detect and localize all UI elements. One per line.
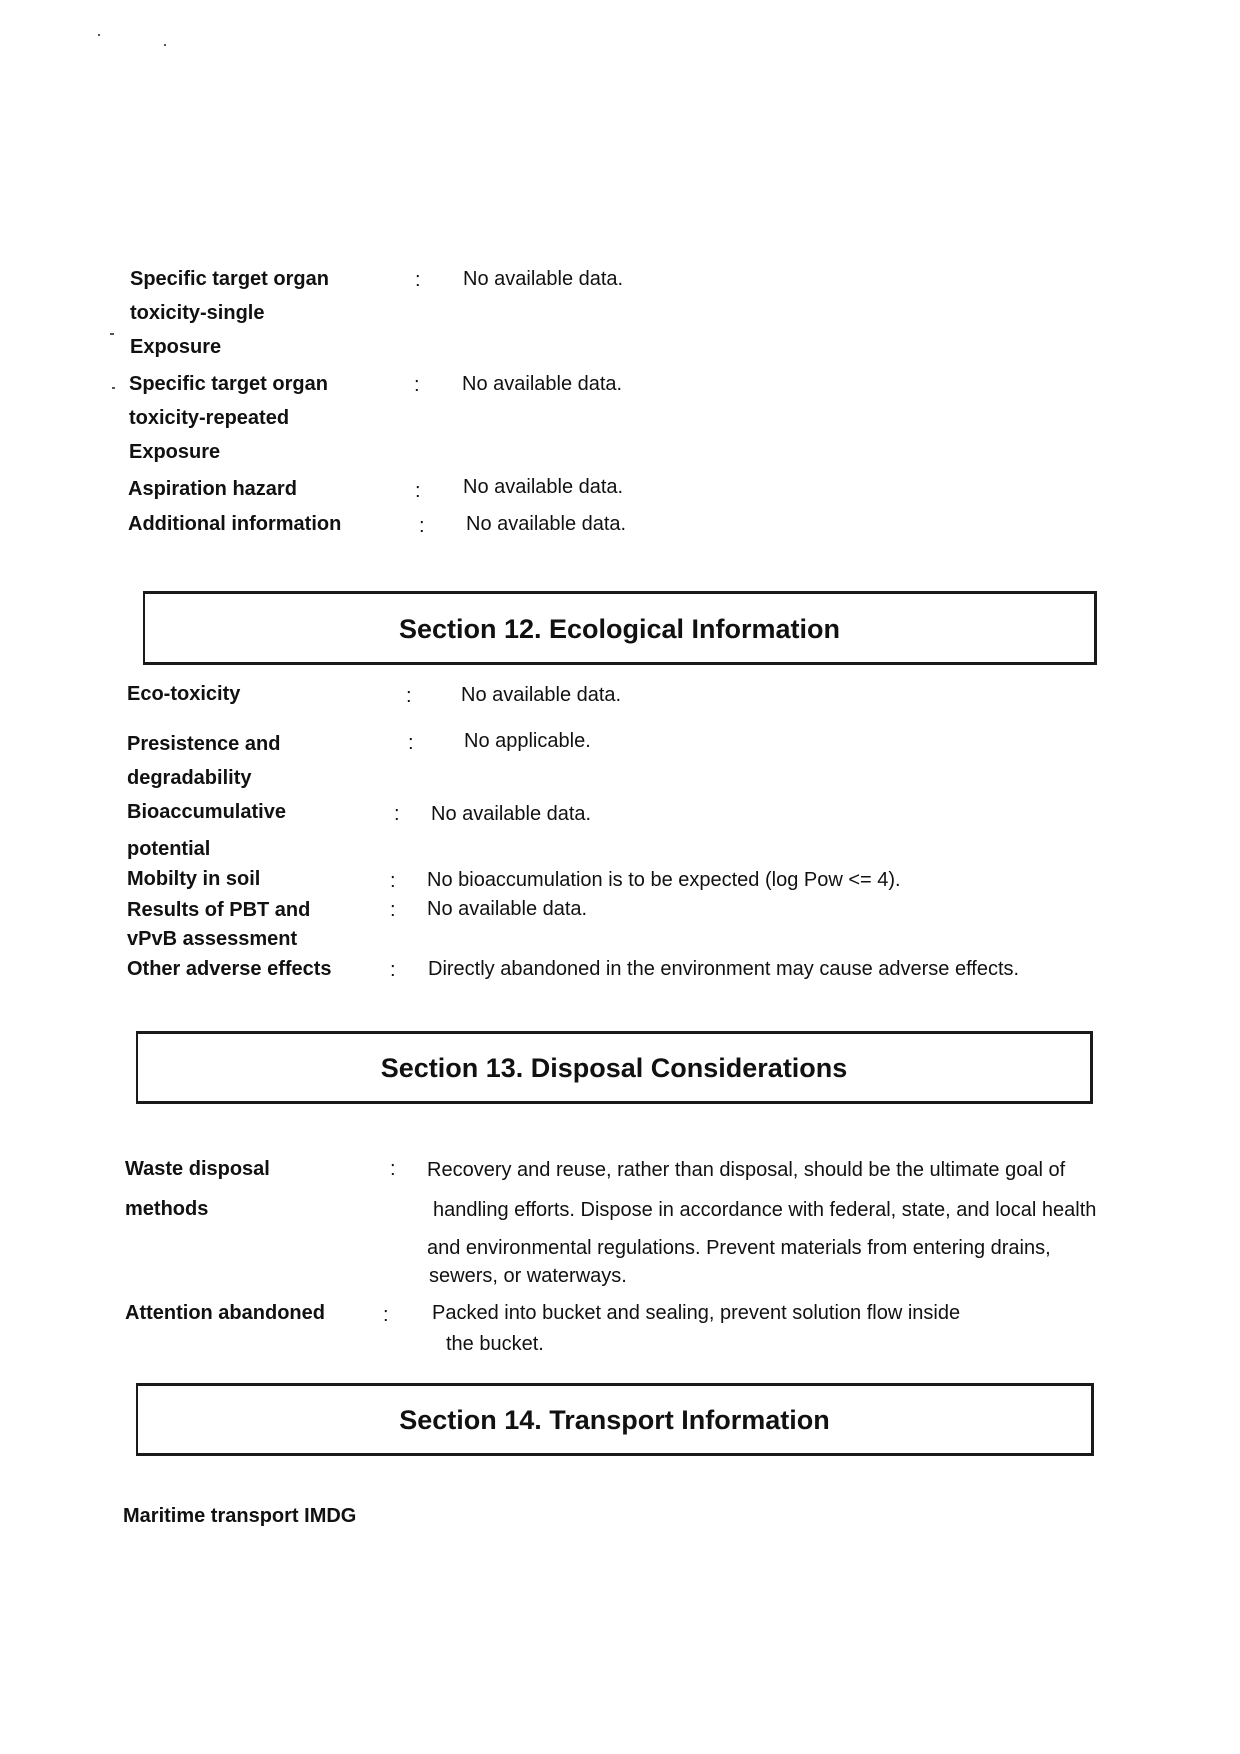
field-label: Results of PBT and xyxy=(127,899,311,921)
field-label: Additional information xyxy=(128,513,342,535)
field-label: Waste disposal xyxy=(125,1158,270,1180)
field-colon: : xyxy=(408,732,414,754)
field-value-line: Recovery and reuse, rather than disposal, should be the ultimate goal of xyxy=(427,1159,1066,1181)
field-value: No available data. xyxy=(466,513,627,535)
field-colon: : xyxy=(419,515,425,537)
field-label: Specific target organ xyxy=(129,373,328,395)
section-title: Section 14. Transport Information xyxy=(399,1405,830,1435)
field-colon: : xyxy=(414,374,420,396)
section-12-header xyxy=(143,591,1097,665)
section-title: Section 13. Disposal Considerations xyxy=(380,1053,848,1083)
section-13-header xyxy=(136,1031,1093,1104)
field-colon: : xyxy=(390,1158,396,1180)
field-label: Specific target organ xyxy=(130,268,329,290)
section-14-header xyxy=(136,1383,1094,1456)
field-value: No bioaccumulation is to be expected (log Pow <= 4). xyxy=(427,869,901,891)
field-label: Attention abandoned xyxy=(125,1302,325,1324)
field-value: Directly abandoned in the environment may cause adverse effects. xyxy=(428,958,1020,980)
field-label: Bioaccumulative xyxy=(127,801,286,823)
field-colon: : xyxy=(415,269,421,291)
field-colon: : xyxy=(415,480,421,502)
field-label: Exposure xyxy=(129,441,221,463)
scan-speck xyxy=(98,34,100,36)
field-colon: : xyxy=(390,870,396,892)
field-label: potential xyxy=(127,838,211,860)
field-colon: : xyxy=(390,959,396,981)
field-value: No available data. xyxy=(461,684,622,706)
field-value-line: Packed into bucket and sealing, prevent solution flow inside xyxy=(432,1302,961,1324)
field-label: toxicity-repeated xyxy=(129,407,290,429)
scan-speck xyxy=(164,44,166,46)
field-label: degradability xyxy=(127,767,252,789)
field-value: No available data. xyxy=(463,268,624,290)
section-title: Section 12. Ecological Information xyxy=(398,614,841,644)
scan-speck xyxy=(112,387,115,389)
field-label: Mobilty in soil xyxy=(127,868,261,890)
maritime-transport-imdg-label: Maritime transport IMDG xyxy=(123,1505,357,1527)
field-label: toxicity-single xyxy=(130,302,265,324)
field-value: No available data. xyxy=(427,898,588,920)
field-label: Eco-toxicity xyxy=(127,683,241,705)
field-value: No applicable. xyxy=(464,730,591,752)
field-label: Other adverse effects xyxy=(127,958,332,980)
field-colon: : xyxy=(383,1304,389,1326)
field-colon: : xyxy=(394,803,400,825)
field-colon: : xyxy=(390,899,396,921)
field-label: vPvB assessment xyxy=(127,928,298,950)
field-value: No available data. xyxy=(462,373,623,395)
field-value: No available data. xyxy=(463,476,624,498)
field-value-line: handling efforts. Dispose in accordance with federal, state, and local health xyxy=(433,1199,1097,1221)
field-value-line: the bucket. xyxy=(446,1333,544,1355)
field-value: No available data. xyxy=(431,803,592,825)
field-colon: : xyxy=(406,685,412,707)
scan-speck xyxy=(110,333,114,335)
field-value-line: sewers, or waterways. xyxy=(429,1265,627,1287)
field-label: methods xyxy=(125,1198,209,1220)
field-label: Aspiration hazard xyxy=(128,478,297,500)
field-label: Presistence and xyxy=(127,733,281,755)
field-label: Exposure xyxy=(130,336,222,358)
field-value-line: and environmental regulations. Prevent materials from entering drains, xyxy=(427,1237,1051,1259)
